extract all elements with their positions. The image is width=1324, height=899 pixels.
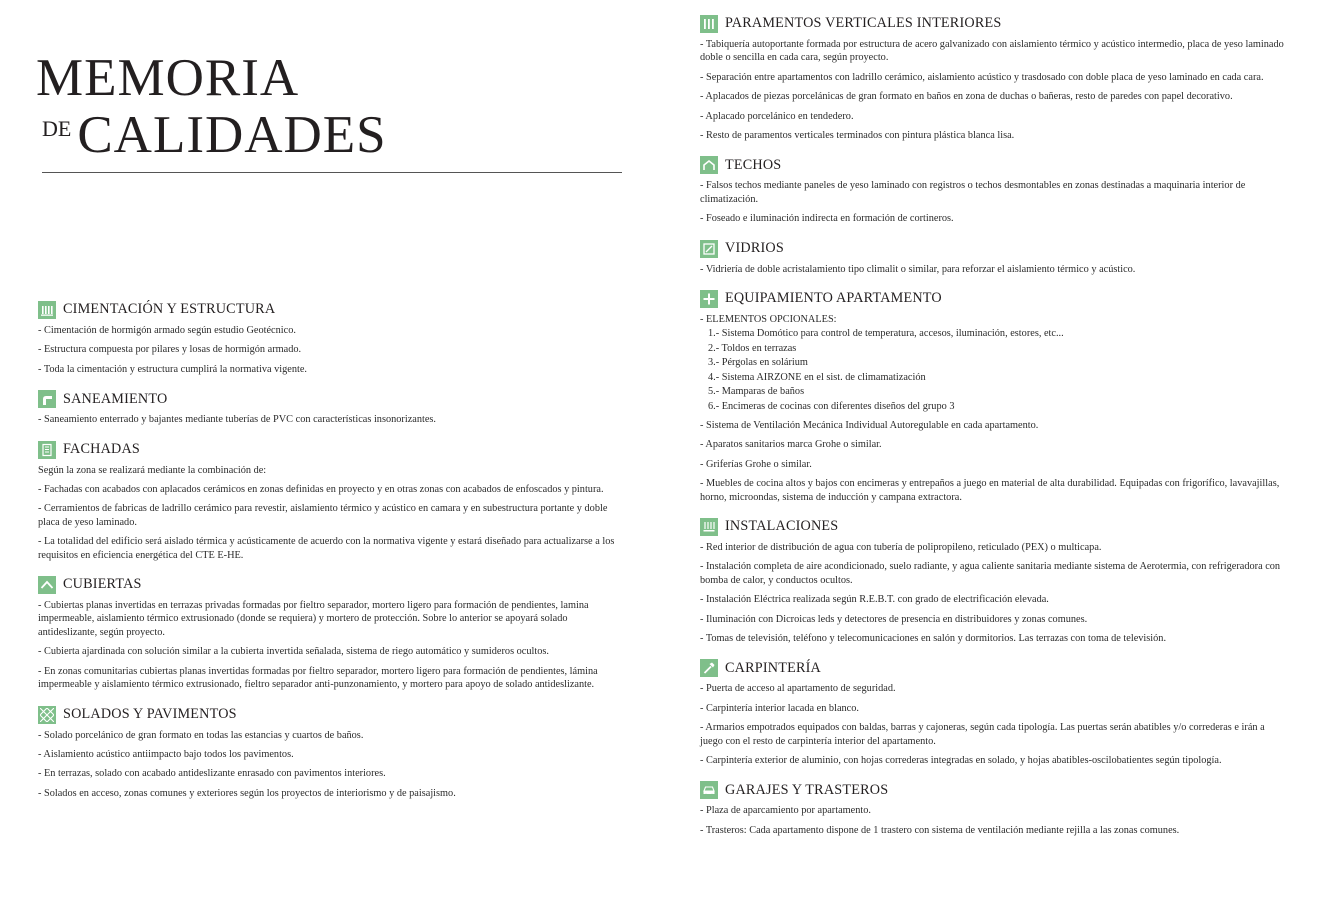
title-divider [42, 172, 622, 173]
section-title: SOLADOS Y PAVIMENTOS [63, 705, 237, 722]
list-item: - Griferías Grohe o similar. [700, 458, 812, 470]
title-line1: MEMORIA [36, 49, 300, 107]
section-list [700, 38, 1288, 142]
section-list [700, 179, 1288, 225]
list-item: - La totalidad del edificio será aislado térmica y acústicamente de acuerdo con la normativa vigente y estará diseñado para actualizarse a los requisitos en eficiencia energética del CTE E-HE. [38, 536, 615, 561]
list-item: - Aislamiento acústico antiimpacto bajo todos los pavimentos. [38, 748, 294, 760]
right-column [700, 14, 1288, 850]
section-title: EQUIPAMIENTO APARTAMENTO [725, 290, 942, 307]
list-item: - Puerta de acceso al apartamento de seguridad. [700, 683, 896, 695]
section-title: CARPINTERÍA [725, 659, 821, 676]
glass-icon [700, 240, 718, 258]
section-garajes-y-trasteros [700, 780, 1288, 837]
list-item: - Cimentación de hormigón armado según estudio Geotécnico. [38, 325, 296, 336]
wall-icon [700, 15, 718, 33]
section-heading [38, 575, 624, 595]
columns-icon [38, 301, 56, 319]
list-item: - Armarios empotrados equipados con baldas, barras y cajoneras, según cada tipología. Las puertas serán abatibles y/o correderas e irán a juego con el resto de carpintería interior del apartamento. [700, 722, 1265, 747]
section-cimentacion-y-estructura [38, 300, 624, 376]
optional-item: 3.- Pérgolas en solárium [708, 357, 808, 369]
section-list [700, 263, 1288, 276]
building-icon [38, 441, 56, 459]
section-title: CIMENTACIÓN Y ESTRUCTURA [63, 301, 276, 318]
list-item: - Solados en acceso, zonas comunes y exteriores según los proyectos de interiorismo y de paisajismo. [38, 787, 456, 799]
section-list [700, 541, 1288, 645]
section-intro: - ELEMENTOS OPCIONALES: [700, 314, 837, 326]
tiles-icon [38, 706, 56, 724]
list-item: - Trasteros: Cada apartamento dispone de 1 trastero con sistema de ventilación mediante rejilla a las zonas comunes. [700, 824, 1180, 836]
list-item: - Aparatos sanitarios marca Grohe o similar. [700, 439, 882, 451]
section-heading [38, 389, 624, 409]
list-item: - Carpintería exterior de aluminio, con hojas correderas integradas en solado, y hojas abatibles-oscilobatientes según tipología. [700, 755, 1222, 766]
optional-item: 6.- Encimeras de cocinas con diferentes diseños del grupo 3 [708, 400, 955, 412]
list-item: - Cubierta ajardinada con solución similar a la cubierta invertida señalada, sistema de riego automático y sumideros ocultos. [38, 646, 549, 658]
section-heading [38, 300, 624, 320]
list-item: - Fachadas con acabados con aplacados cerámicos en zonas definidas en proyecto y en otras zonas con acabados de enfoscados y pintura. [38, 484, 604, 496]
section-heading [700, 289, 1288, 309]
list-item: - Resto de paramentos verticales terminados con pintura plástica blanca lisa. [700, 130, 1015, 142]
list-item: - Vidriería de doble acristalamiento tipo climalit o similar, para reforzar el aislamiento térmico y acústico. [700, 263, 1136, 275]
pipe-icon [38, 390, 56, 408]
car-icon [700, 781, 718, 799]
section-heading [700, 658, 1288, 678]
section-title: PARAMENTOS VERTICALES INTERIORES [725, 15, 1002, 32]
list-item: - Instalación Eléctrica realizada según R.E.B.T. con grado de electrificación elevada. [700, 594, 1049, 606]
list-item: - Estructura compuesta por pilares y losas de hormigón armado. [38, 344, 302, 356]
list-item: - En terrazas, solado con acabado antideslizante enrasado con pavimentos interiores. [38, 768, 386, 780]
list-item: - En zonas comunitarias cubiertas planas invertidas formadas por fieltro separador, mortero ligero para formación de pendientes, lámina impermeable y aislamiento térmico extrusionado, fieltro separador anti-punzonamiento, y mortero para apoyo de solado antideslizante. [38, 665, 598, 691]
list-item: - Cerramientos de fabricas de ladrillo cerámico para revestir, aislamiento térmico y acústico en camara y en subestructura portante y doble placa de yeso laminado. [38, 503, 608, 528]
optional-item: 4.- Sistema AIRZONE en el sist. de climamatización [708, 371, 926, 383]
hammer-icon [700, 659, 718, 677]
title-line2: CALIDADES [77, 106, 387, 164]
list-item: - Aplacado porcelánico en tendedero. [700, 110, 854, 122]
section-title: TECHOS [725, 156, 782, 173]
section-heading [700, 239, 1288, 259]
list-item: - Toda la cimentación y estructura cumplirá la normativa vigente. [38, 363, 307, 375]
section-paramentos-verticales-interiores [700, 14, 1288, 142]
section-equipamiento-apartamento [700, 289, 1288, 504]
section-techos [700, 155, 1288, 225]
list-item: - Aplacados de piezas porcelánicas de gran formato en baños en zona de duchas o bañeras, resto de paredes con papel decorativo. [700, 91, 1233, 103]
section-heading [700, 780, 1288, 800]
section-intro: Según la zona se realizará mediante la combinación de: [38, 464, 267, 476]
list-item: - Instalación completa de aire acondicionado, suelo radiante, y agua caliente sanitaria mediante sistema de Aerotermia, con refrigeradora con bomba de calor, y conductos ocultos. [700, 561, 1281, 586]
radiator-icon [700, 518, 718, 536]
left-column [38, 300, 624, 813]
section-list [700, 804, 1288, 837]
list-item: - Tabiquería autoportante formada por estructura de acero galvanizado con aislamiento térmico y acústico intermedio, placa de yeso laminado doble o sencilla en cada cara, según proyecto. [700, 39, 1284, 64]
section-list [38, 324, 624, 376]
section-title: INSTALACIONES [725, 518, 839, 535]
list-item: - Red interior de distribución de agua con tubería de polipropileno, reticulado (PEX) o multicapa. [700, 541, 1102, 553]
section-heading [38, 705, 624, 725]
title-line2-wrap [42, 106, 387, 164]
list-item: - Tomas de televisión, teléfono y telecomunicaciones en salón y dormitorios. Las terrazas con toma de televisión. [700, 632, 1167, 644]
optional-item: 5.- Mamparas de baños [708, 386, 805, 398]
section-heading [700, 14, 1288, 34]
section-list [38, 599, 624, 691]
section-heading [38, 440, 624, 460]
section-list [38, 729, 624, 801]
list-item: - Plaza de aparcamiento por apartamento. [700, 805, 871, 817]
section-title: SANEAMIENTO [63, 390, 168, 407]
section-title: VIDRIOS [725, 239, 784, 256]
section-title: FACHADAS [63, 440, 141, 457]
section-vidrios [700, 239, 1288, 276]
optional-item: 1.- Sistema Domótico para control de temperatura, accesos, iluminación, estores, etc... [708, 328, 1064, 340]
section-heading [700, 155, 1288, 175]
section-instalaciones [700, 517, 1288, 645]
section-fachadas [38, 440, 624, 562]
list-item: - Foseado e iluminación indirecta en formación de cortineros. [700, 213, 954, 225]
list-item: - Muebles de cocina altos y bajos con encimeras y entrepaños a juego en material de alta durabilidad. Equipadas con frigorífico, lavavajillas, horno, microondas, sistema de inducción y campana extractora. [700, 478, 1280, 503]
section-list [38, 413, 624, 426]
list-item: - Carpintería interior lacada en blanco. [700, 702, 859, 714]
ceiling-icon [700, 156, 718, 174]
list-item: - Solado porcelánico de gran formato en todas las estancias y cuartos de baños. [38, 729, 364, 741]
title-de: DE [42, 116, 72, 141]
page-title [36, 49, 387, 164]
section-carpinteria [700, 658, 1288, 767]
optional-item: 2.- Toldos en terrazas [708, 342, 797, 354]
section-title: CUBIERTAS [63, 576, 142, 593]
list-item: - Iluminación con Dicroicas leds y detectores de presencia en distribuidores y zonas comunes. [700, 613, 1088, 625]
list-item: - Cubiertas planas invertidas en terrazas privadas formadas por fieltro separador, mortero ligero para formación de pendientes, lamina impermeable, aislamiento térmico extrusionado (donde se requiera) y mortero de protección. Sobre lo anterior se apoyará solado antideslizante, según proyecto. [38, 600, 589, 638]
section-heading [700, 517, 1288, 537]
section-title: GARAJES Y TRASTEROS [725, 781, 889, 798]
list-item: - Sistema de Ventilación Mecánica Individual Autoregulable en cada apartamento. [700, 419, 1039, 431]
section-saneamiento [38, 389, 624, 426]
plus-icon [700, 290, 718, 308]
section-list [700, 327, 1288, 503]
section-list [700, 682, 1288, 767]
roof-icon [38, 576, 56, 594]
section-list [38, 483, 624, 562]
list-item: - Separación entre apartamentos con ladrillo cerámico, aislamiento acústico y trasdosado con doble placa de yeso laminado en cada cara. [700, 71, 1264, 83]
section-solados-y-pavimentos [38, 705, 624, 801]
list-item: - Saneamiento enterrado y bajantes mediante tuberías de PVC con características insonorizantes. [38, 414, 436, 426]
list-item: - Falsos techos mediante paneles de yeso laminado con registros o techos desmontables en zonas destinadas a maquinaria interior de climatización. [700, 180, 1246, 205]
section-cubiertas [38, 575, 624, 691]
